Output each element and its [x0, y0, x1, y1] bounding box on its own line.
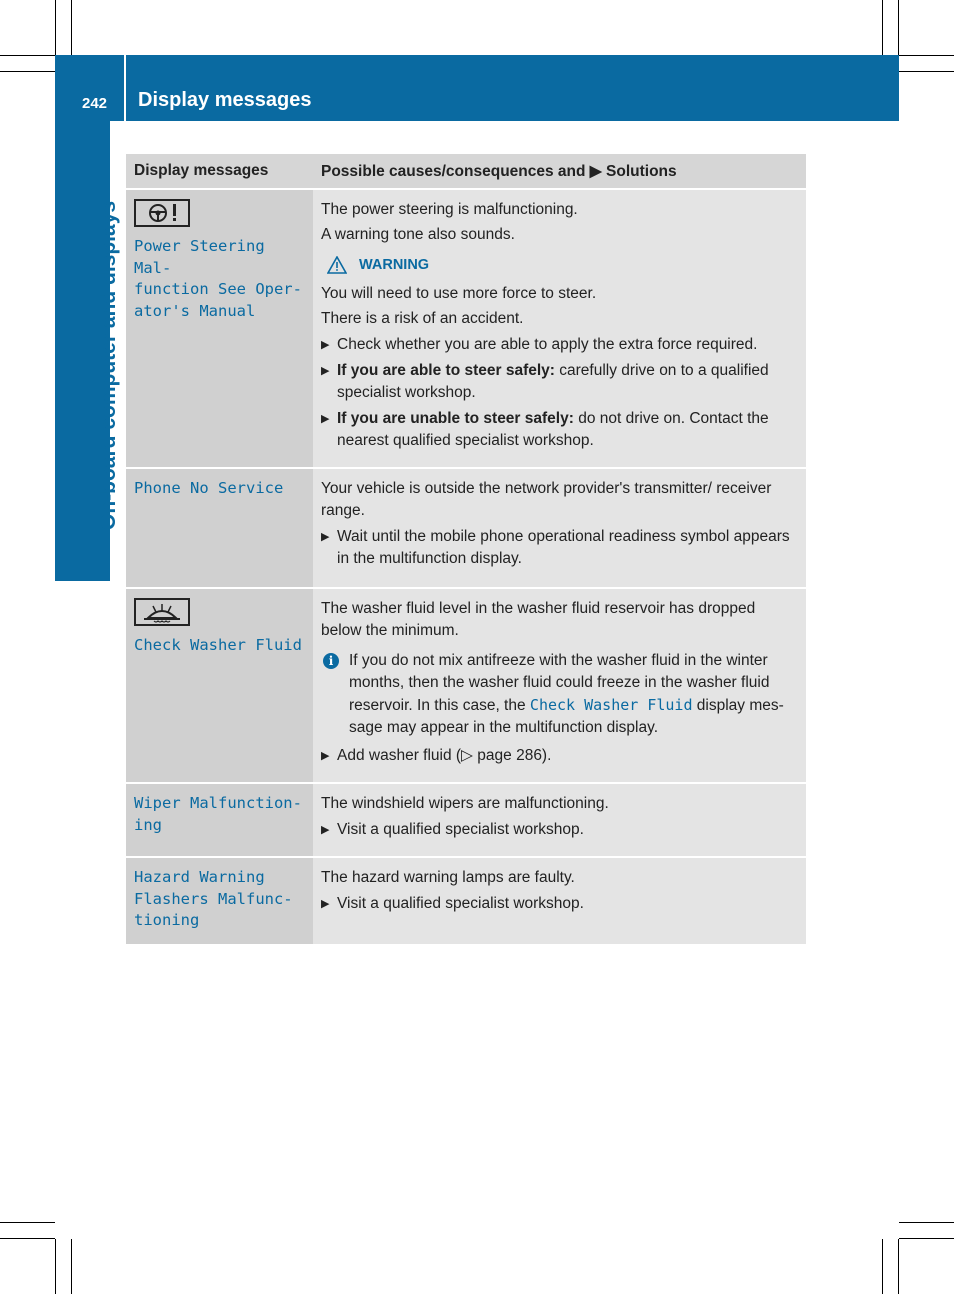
list-item: [321, 745, 798, 767]
bullet-arrow-icon: ▶: [321, 750, 330, 762]
section-label: On-board computer and displays: [97, 200, 120, 530]
instruction-text: Wait until the mobile phone operational readiness symbol appears in the multifunction display.: [337, 528, 790, 567]
col-header-causes: [313, 154, 806, 189]
instruction-text: Visit a qualified specialist workshop.: [337, 821, 584, 838]
list-item: [321, 334, 798, 356]
col-header-display: Display messages: [126, 154, 313, 189]
causes-cell: [313, 588, 806, 783]
page-title: Display messages: [138, 89, 312, 111]
causes-cell: [313, 783, 806, 857]
cause-text: The power steering is malfunctioning.: [321, 201, 578, 218]
play-arrow-icon: ▶: [589, 163, 602, 180]
crop-mark: [55, 0, 56, 55]
display-message-text: Hazard Warning Flashers Malfunc- tioning: [134, 868, 293, 929]
list-item: [321, 360, 798, 404]
instruction-bold: If you are unable to steer safely:: [337, 410, 574, 427]
washer-fluid-icon: [134, 598, 190, 626]
bullet-arrow-icon: ▶: [321, 531, 330, 543]
page-number: 242: [82, 95, 108, 112]
bullet-arrow-icon: ▶: [321, 365, 330, 377]
instruction-text: do not drive on. Contact the nearest qualified specialist workshop.: [337, 410, 769, 449]
crop-mark: [882, 0, 883, 55]
crop-mark: [0, 71, 55, 72]
instruction-text: carefully drive on to a qualified specialist workshop.: [337, 362, 769, 401]
display-cell: [126, 189, 313, 468]
warning-label: WARNING: [359, 257, 430, 273]
info-text: display mes-sage may appear in the multifunction display.: [349, 697, 784, 736]
cause-text: The washer fluid level in the washer fluid reservoir has dropped below the minimum.: [321, 600, 756, 639]
cause-text: Your vehicle is outside the network provider's transmitter/ receiver range.: [321, 480, 772, 519]
display-message-text: Power Steering Mal- function See Oper- ator's Manual: [134, 237, 302, 320]
table-row: [126, 857, 806, 945]
crop-mark: [0, 55, 55, 56]
info-text: If you do not mix antifreeze with the washer fluid in the winter months, then the washer fluid could freeze in the washer fluid reservoir. In this case, the: [349, 652, 770, 714]
instruction-text: Check whether you are able to apply the extra force required.: [337, 336, 758, 353]
bullet-arrow-icon: ▶: [321, 339, 330, 351]
table-row: [126, 468, 806, 588]
display-cell: [126, 588, 313, 783]
table-row: [126, 783, 806, 857]
causes-cell: [313, 468, 806, 588]
display-messages-table: [126, 154, 806, 946]
table-row: [126, 588, 806, 783]
warning-heading: [327, 254, 798, 276]
steering-warning-icon: [134, 199, 190, 227]
bullet-arrow-icon: ▶: [321, 413, 330, 425]
header-divider: [124, 55, 126, 121]
table-header-row: [126, 154, 806, 189]
col-header-suffix: Solutions: [606, 163, 677, 180]
bullet-arrow-icon: ▶: [321, 824, 330, 836]
causes-cell: [313, 189, 806, 468]
crop-mark: [899, 1222, 954, 1223]
warning-triangle-icon: [327, 256, 347, 274]
display-message-ref: Check Washer Fluid: [529, 696, 693, 714]
crop-mark: [0, 1222, 55, 1223]
instruction-bold: If you are able to steer safely:: [337, 362, 555, 379]
info-icon: i: [323, 653, 339, 669]
cause-text: The windshield wipers are malfunctioning.: [321, 795, 609, 812]
display-cell: [126, 783, 313, 857]
col-header-prefix: Possible causes/consequences and: [321, 163, 586, 180]
display-message-text: Phone No Service: [134, 479, 284, 497]
crop-mark: [882, 1239, 883, 1294]
crop-mark: [0, 1238, 55, 1239]
crop-mark: [71, 0, 72, 55]
cause-text: The hazard warning lamps are faulty.: [321, 869, 575, 886]
crop-mark: [898, 0, 899, 55]
warning-text: There is a risk of an accident.: [321, 310, 524, 327]
display-cell: [126, 468, 313, 588]
crop-mark: [898, 1239, 899, 1294]
crop-mark: [899, 71, 954, 72]
causes-cell: [313, 857, 806, 945]
list-item: [321, 819, 798, 841]
crop-mark: [55, 1239, 56, 1294]
list-item: [321, 408, 798, 452]
table-row: [126, 189, 806, 468]
instruction-text: Visit a qualified specialist workshop.: [337, 895, 584, 912]
instruction-text: Add washer fluid (▷ page 286).: [337, 747, 552, 764]
crop-mark: [899, 1238, 954, 1239]
crop-mark: [71, 1239, 72, 1294]
cause-text: A warning tone also sounds.: [321, 226, 515, 243]
display-message-text: Wiper Malfunction- ing: [134, 794, 302, 834]
list-item: [321, 893, 798, 915]
list-item: [321, 526, 798, 570]
display-cell: [126, 857, 313, 945]
display-message-text: Check Washer Fluid: [134, 636, 302, 654]
bullet-arrow-icon: ▶: [321, 898, 330, 910]
info-note: [321, 650, 798, 739]
warning-text: You will need to use more force to steer.: [321, 285, 597, 302]
crop-mark: [899, 55, 954, 56]
